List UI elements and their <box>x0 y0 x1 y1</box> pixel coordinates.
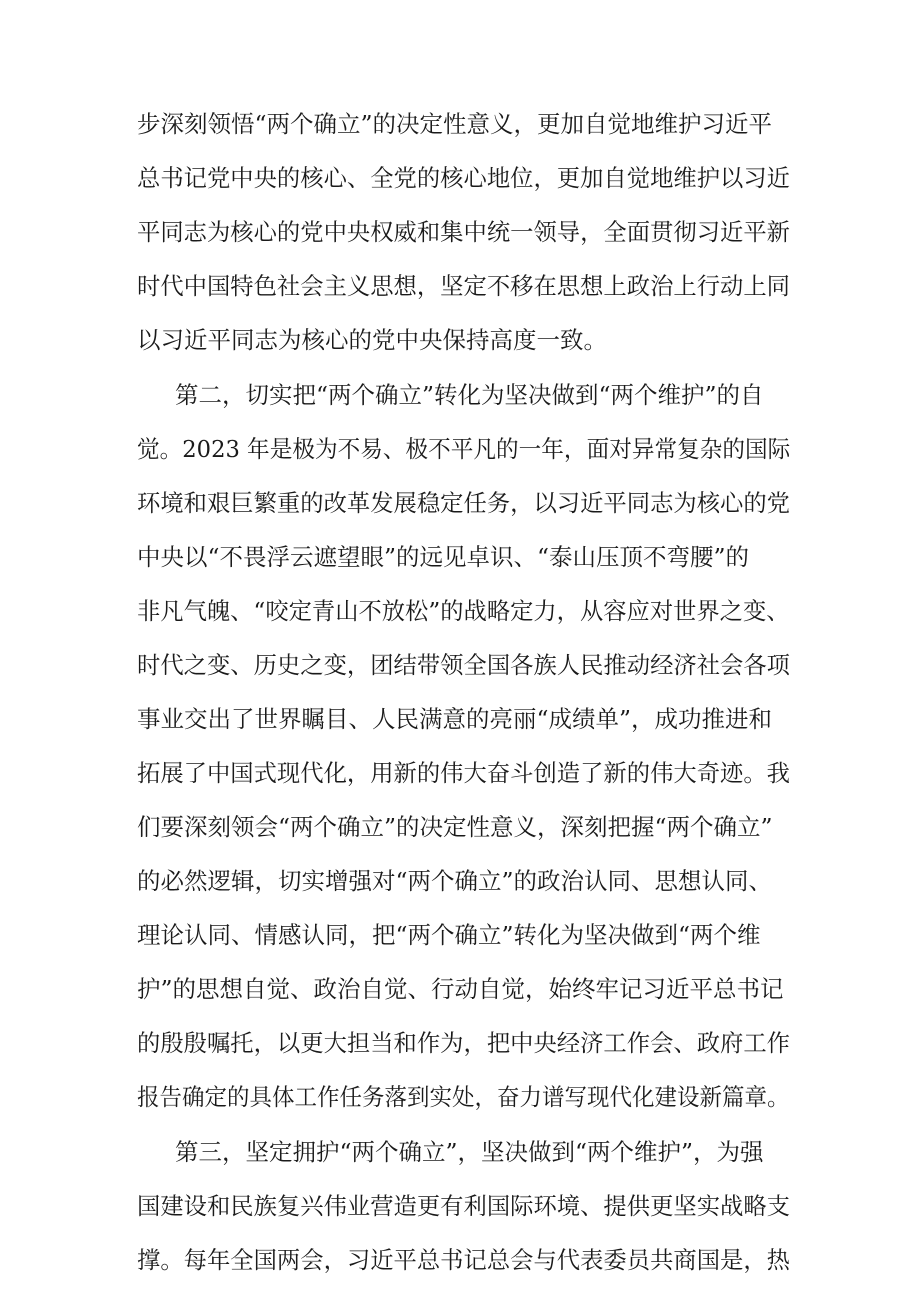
text-line: 拓展了中国式现代化，用新的伟大奋斗创造了新的伟大奇迹。我 <box>137 759 790 787</box>
text-line: 总书记党中央的核心、全党的核心地位，更加自觉地维护以习近 <box>137 164 790 192</box>
text-line: 护”的思想自觉、政治自觉、行动自觉，始终牢记习近平总书记 <box>137 975 784 1003</box>
text-line: 国建设和民族复兴伟业营造更有利国际环境、提供更坚实战略支 <box>137 1192 790 1220</box>
text-line: 们要深刻领会“两个确立”的决定性意义，深刻把握“两个确立” <box>137 813 773 841</box>
text-line: 步深刻领悟“两个确立”的决定性意义，更加自觉地维护习近平 <box>137 110 773 138</box>
text-line: 报告确定的具体工作任务落到实处，奋力谱写现代化建设新篇章。 <box>137 1083 790 1111</box>
text-line: 时代中国特色社会主义思想，坚定不移在思想上政治上行动上同 <box>137 272 790 300</box>
text-line: 环境和艰巨繁重的改革发展稳定任务，以习近平同志为核心的党 <box>137 489 790 517</box>
text-line: 平同志为核心的党中央权威和集中统一领导，全面贯彻习近平新 <box>137 218 790 246</box>
text-line: 觉。2023 年是极为不易、极不平凡的一年，面对异常复杂的国际 <box>137 435 791 463</box>
paragraph-start: 第三，坚定拥护“两个确立”，坚决做到“两个维护”，为强 <box>175 1138 764 1166</box>
text-line: 的必然逻辑，切实增强对“两个确立”的政治认同、思想认同、 <box>137 867 773 895</box>
text-line: 理论认同、情感认同，把“两个确立”转化为坚决做到“两个维 <box>137 921 761 949</box>
paragraph-start: 第二，切实把“两个确立”转化为坚决做到“两个维护”的自 <box>175 381 764 409</box>
text-line: 撑。每年全国两会，习近平总书记总会与代表委员共商国是，热 <box>137 1246 790 1274</box>
text-line: 的殷殷嘱托，以更大担当和作为，把中央经济工作会、政府工作 <box>137 1029 790 1057</box>
text-line: 时代之变、历史之变，团结带领全国各族人民推动经济社会各项 <box>137 651 790 679</box>
text-line: 以习近平同志为核心的党中央保持高度一致。 <box>137 326 607 354</box>
text-line: 事业交出了世界瞩目、人民满意的亮丽“成绩单”，成功推进和 <box>137 705 773 733</box>
text-line: 中央以“不畏浮云遮望眼”的远见卓识、“泰山压顶不弯腰”的 <box>137 543 750 571</box>
text-line: 非凡气魄、“咬定青山不放松”的战略定力，从容应对世界之变、 <box>137 597 790 625</box>
